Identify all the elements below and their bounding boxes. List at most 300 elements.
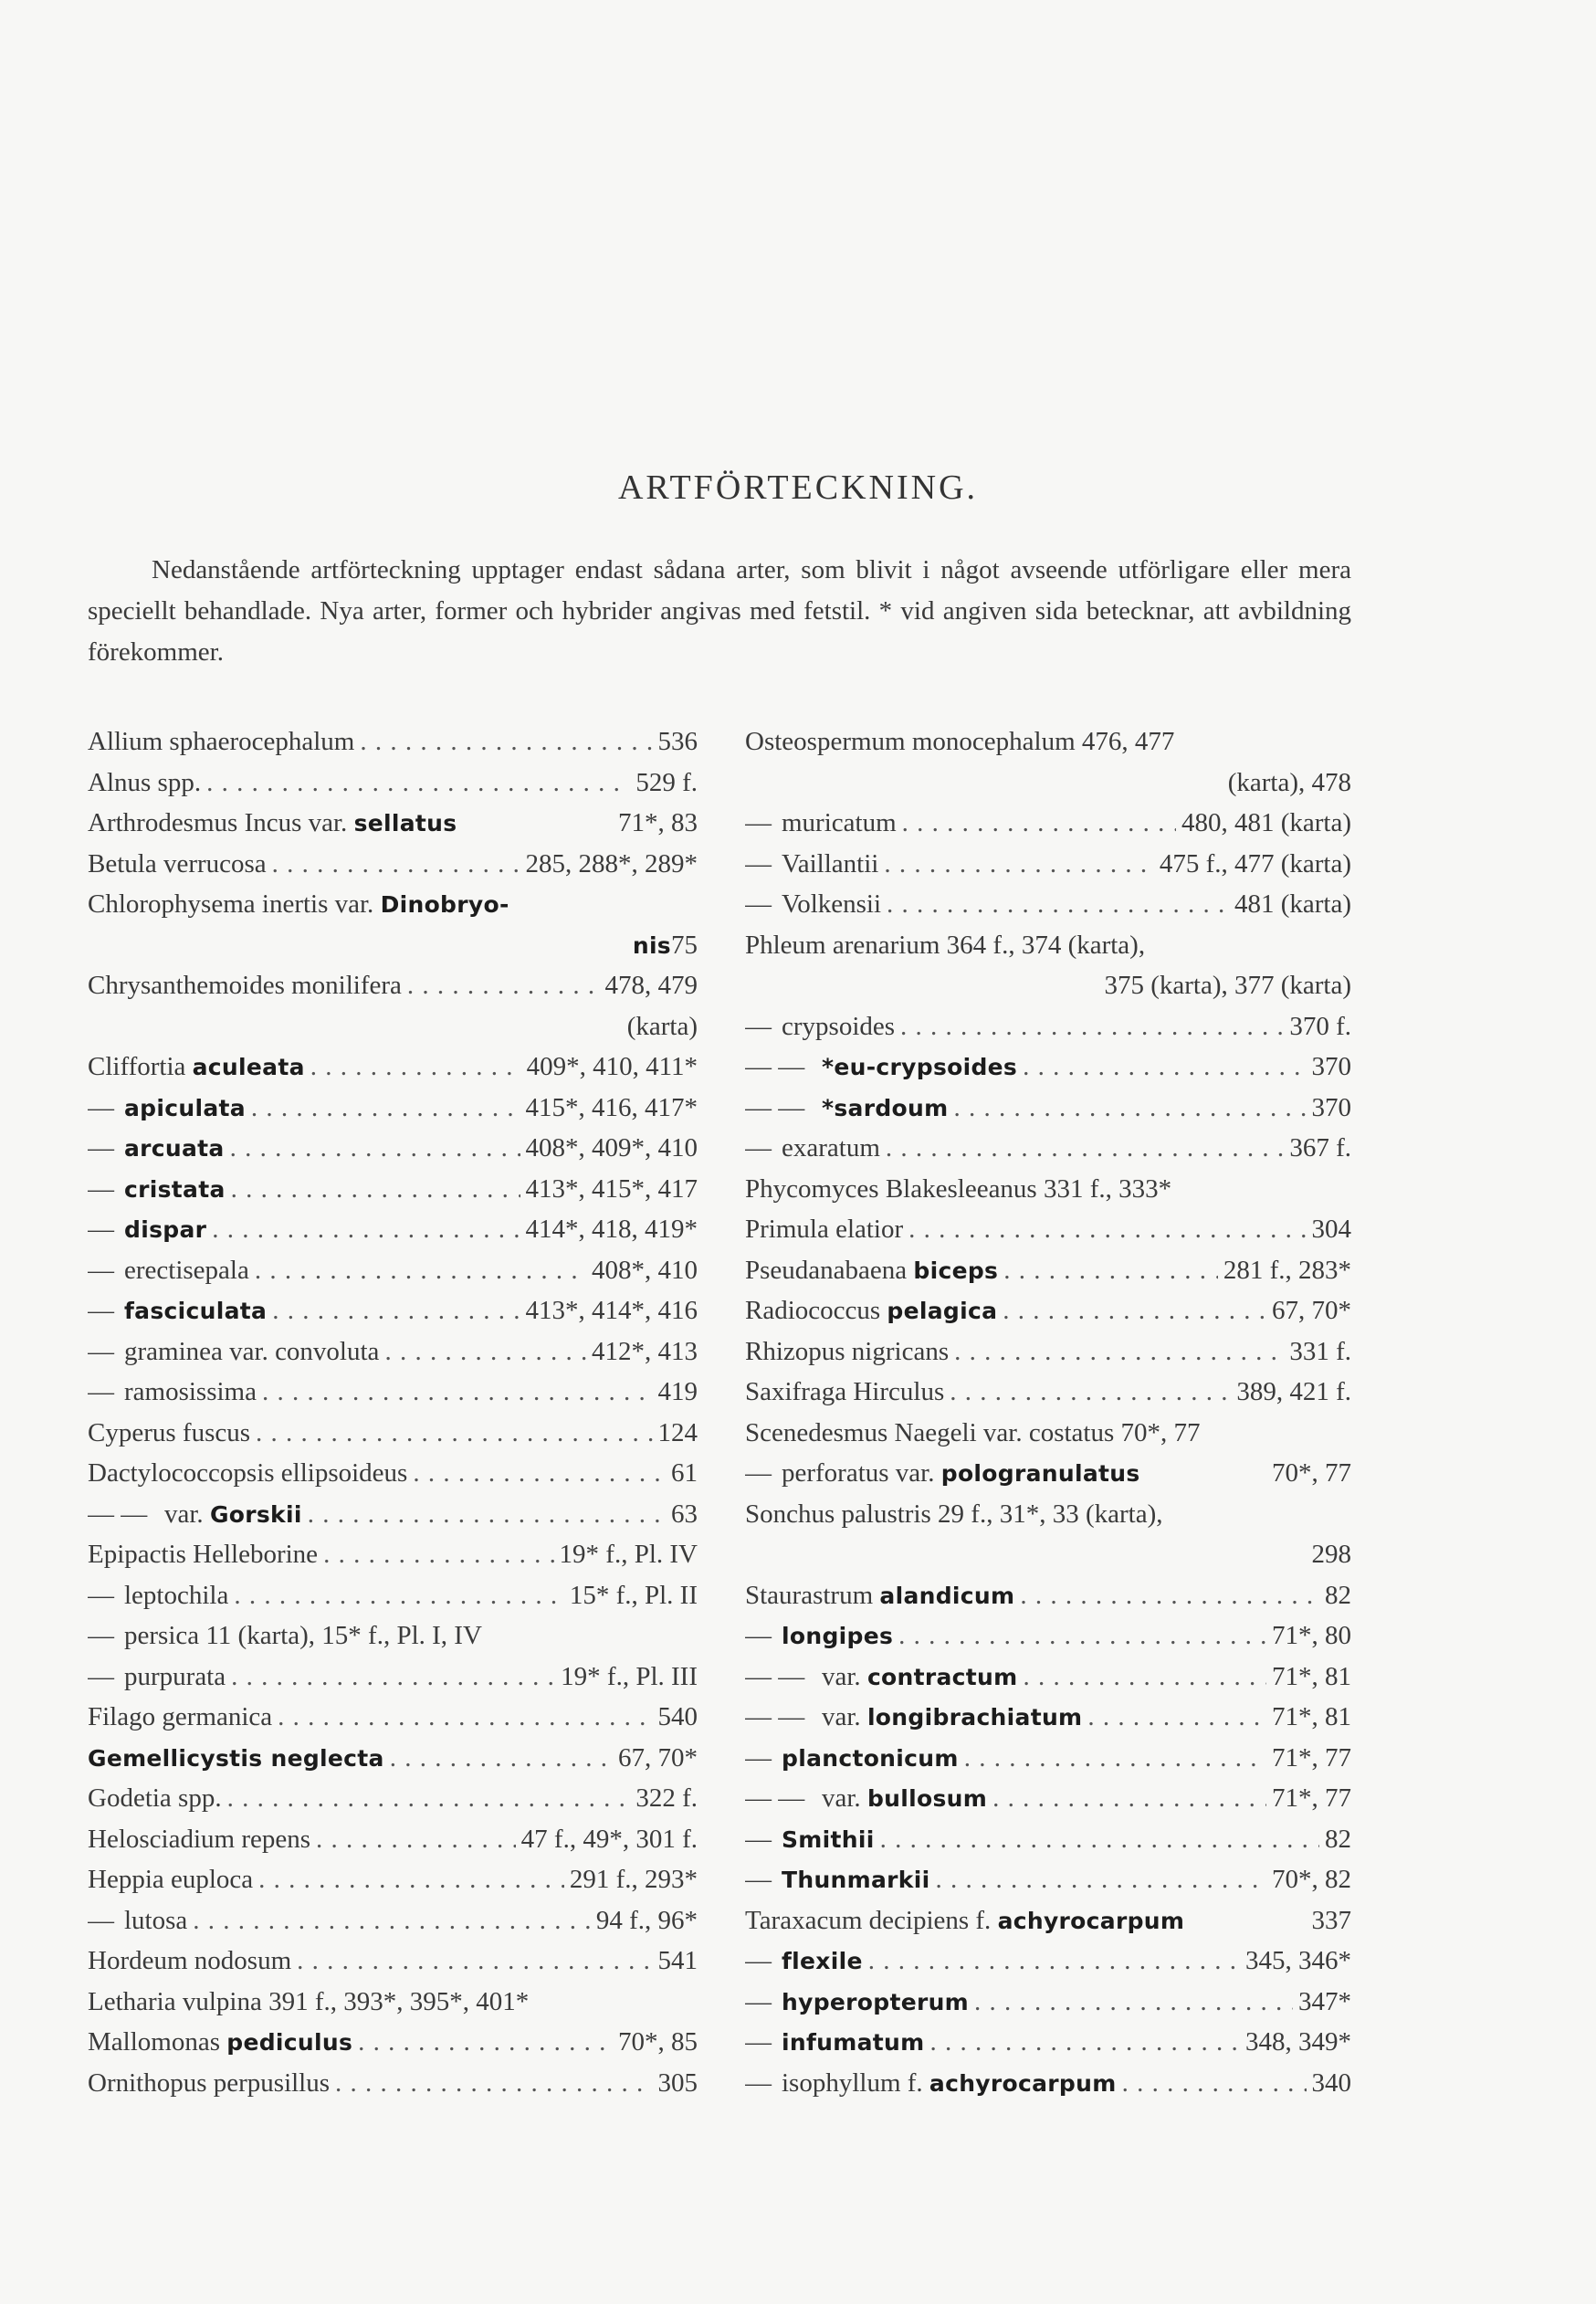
ditto-dash: — <box>88 1377 114 1406</box>
page-reference: 415*, 416, 417* <box>525 1092 698 1122</box>
page-reference: 322 f. <box>635 1783 698 1813</box>
page-reference: 348, 349* <box>1245 2027 1351 2057</box>
entry-name-text: var. <box>822 1661 867 1691</box>
entry-name-text: leptochila <box>124 1580 229 1610</box>
entry-name-text: lutosa <box>124 1905 188 1935</box>
index-entry <box>745 2022 1351 2063</box>
entry-name <box>745 1290 997 1331</box>
entry-name-text: purpurata <box>124 1661 226 1691</box>
entry-bold-name: *eu-crypsoides <box>822 1054 1018 1080</box>
index-entry <box>88 1534 698 1575</box>
dot-leader <box>950 1372 1231 1413</box>
entry-name <box>88 844 267 885</box>
dot-leader <box>258 1859 564 1900</box>
ditto-dash: — <box>745 1621 772 1650</box>
ditto-dash: — <box>88 1336 114 1366</box>
entry-name <box>88 1697 272 1738</box>
dot-leader <box>974 1982 1293 2023</box>
page-reference: 304 <box>1311 1215 1351 1244</box>
ditto-dash: — <box>88 1621 114 1650</box>
index-entry <box>88 1331 698 1373</box>
page-reference: 71*, 77 <box>1272 1783 1351 1813</box>
dot-leader <box>272 1290 520 1331</box>
entry-bold-name: aculeata <box>192 1054 305 1080</box>
dot-leader <box>251 1088 520 1129</box>
entry-bold-name: cristata <box>124 1175 226 1203</box>
entry-name <box>782 884 881 925</box>
dot-leader <box>900 1006 1284 1047</box>
entry-name <box>822 1047 1017 1088</box>
entry-bold-name: Gorskii <box>209 1500 302 1528</box>
index-entry <box>88 721 698 763</box>
dot-leader <box>868 1941 1240 1982</box>
entry-name <box>782 1819 875 1860</box>
ditto-dash: — <box>745 2067 772 2098</box>
entry-name-text: Helosciadium repens <box>88 1824 311 1854</box>
page-reference: 345, 346* <box>1245 1946 1351 1975</box>
ditto-dash: — <box>745 848 772 878</box>
ditto-dash: — — <box>88 1499 148 1529</box>
dot-leader <box>902 803 1176 844</box>
entry-name <box>88 721 354 763</box>
index-entry <box>745 1615 1351 1657</box>
entry-name-text: Dactylococcopsis ellipsoideus <box>88 1458 408 1488</box>
entry-name-text: Volkensii <box>782 889 882 919</box>
index-entry <box>88 1941 698 1982</box>
index-entry <box>88 1047 698 1088</box>
index-entry-continuation <box>745 763 1351 804</box>
page-reference: (karta), 478 <box>1227 767 1351 797</box>
dot-leader <box>308 1494 666 1535</box>
entry-name <box>745 1169 1171 1210</box>
index-entry <box>88 1615 698 1657</box>
entry-name <box>124 1209 206 1250</box>
ditto-dash: — <box>745 808 772 837</box>
dot-leader <box>323 1534 553 1575</box>
dot-leader <box>230 1128 520 1169</box>
dot-leader <box>1003 1290 1266 1331</box>
page-reference: 61 <box>671 1458 698 1488</box>
index-entry <box>745 1738 1351 1779</box>
page-reference: 370 <box>1311 1052 1351 1081</box>
entry-name-text: Sonchus palustris 29 f., 31*, 33 (karta), <box>745 1499 1163 1529</box>
page-reference: 540 <box>657 1702 698 1731</box>
index-entry <box>88 1088 698 1129</box>
index-entry <box>745 1697 1351 1738</box>
page-reference: 370 <box>1311 1092 1351 1122</box>
page-reference: 367 f. <box>1289 1133 1351 1163</box>
ditto-dash: — <box>745 1986 772 2016</box>
entry-name <box>822 1088 948 1129</box>
page-reference: 71*, 81 <box>1272 1661 1351 1691</box>
intro-paragraph <box>88 550 1351 673</box>
dot-leader <box>297 1941 652 1982</box>
dot-leader <box>1024 1657 1267 1698</box>
ditto-dash: — <box>745 1742 772 1773</box>
dot-leader <box>358 2022 613 2063</box>
index-column-right <box>745 721 1351 2103</box>
entry-name <box>745 1372 944 1413</box>
page-reference: 19* f., Pl. III <box>561 1661 698 1691</box>
page-reference: 70*, 82 <box>1272 1865 1351 1894</box>
entry-name <box>745 1331 949 1373</box>
index-entry <box>745 1047 1351 1088</box>
entry-name-text: persica 11 (karta), 15* f., Pl. I, IV <box>124 1621 482 1650</box>
entry-name-text: graminea var. convoluta <box>124 1336 380 1366</box>
entry-name <box>822 1657 1018 1698</box>
page-reference: 281 f., 283* <box>1223 1255 1351 1285</box>
index-entry <box>745 1494 1351 1535</box>
index-entry <box>745 1900 1351 1941</box>
entry-name-text: muricatum <box>782 808 897 837</box>
entry-name-text: Rhizopus nigricans <box>745 1336 950 1366</box>
page-reference: 408*, 409*, 410 <box>525 1133 698 1163</box>
entry-bold-name: *sardoum <box>822 1094 949 1121</box>
index-entry <box>88 1128 698 1169</box>
ditto-dash: — <box>88 1133 114 1163</box>
entry-bold-name: achyrocarpum <box>997 1907 1185 1934</box>
index-entry <box>745 1413 1351 1454</box>
index-entry <box>88 1372 698 1413</box>
dot-leader <box>992 1778 1266 1819</box>
page-reference: 82 <box>1325 1824 1351 1854</box>
entry-name <box>124 1088 246 1129</box>
ditto-dash: — — <box>745 1052 805 1081</box>
page-reference: 67, 70* <box>1272 1296 1351 1325</box>
entry-name <box>124 1900 187 1941</box>
dot-leader <box>316 1819 516 1860</box>
dot-leader <box>413 1453 666 1494</box>
index-entry-continuation <box>745 965 1351 1006</box>
index-entry <box>88 1819 698 1860</box>
page-reference: 331 f. <box>1289 1336 1351 1366</box>
entry-name-text: Cliffortia <box>88 1052 193 1081</box>
dot-leader <box>1122 2063 1307 2104</box>
index-entry <box>745 1209 1351 1250</box>
entry-name-text: Osteospermum monocephalum 476, 477 <box>745 727 1175 756</box>
ditto-dash: — — <box>745 1702 805 1731</box>
entry-name <box>822 1778 987 1819</box>
entry-name <box>782 1615 893 1657</box>
dot-leader <box>935 1859 1266 1900</box>
index-entry <box>88 1697 698 1738</box>
entry-name <box>88 1819 310 1860</box>
ditto-dash: — <box>88 1580 114 1610</box>
page-reference: 305 <box>657 2067 698 2098</box>
entry-name <box>88 1982 529 2023</box>
index-entry <box>88 1494 698 1535</box>
page-reference: 337 <box>1311 1905 1351 1935</box>
entry-bold-name: Dinobryo- <box>380 891 509 918</box>
index-entry <box>88 844 698 885</box>
index-entry <box>745 884 1351 925</box>
entry-name-text: var. <box>822 1702 867 1731</box>
entry-name-text: Scenedesmus Naegeli var. costatus 70*, 77 <box>745 1417 1201 1447</box>
entry-name-text: Allium sphaerocephalum <box>88 727 355 756</box>
page-reference: 340 <box>1311 2067 1351 2098</box>
entry-name <box>745 1209 903 1250</box>
entry-name <box>782 1982 969 2023</box>
index-entry <box>745 803 1351 844</box>
entry-name-text: Godetia spp. <box>88 1783 222 1813</box>
entry-name-text: Alnus spp. <box>88 767 202 797</box>
page-reference: 412*, 413 <box>592 1336 698 1366</box>
index-entry <box>745 1250 1351 1291</box>
entry-name-text: Hordeum nodosum <box>88 1946 292 1975</box>
entry-name <box>88 1047 305 1088</box>
entry-bold-name: longibrachiatum <box>866 1704 1083 1731</box>
dot-leader <box>256 1413 652 1454</box>
ditto-dash: — <box>745 1824 772 1854</box>
dot-leader <box>886 1128 1284 1169</box>
entry-name <box>745 1250 998 1291</box>
entry-bold-name: infumatum <box>782 2029 925 2056</box>
entry-name <box>782 1006 895 1047</box>
entry-bold-name: Gemellicystis neglecta <box>88 1744 384 1772</box>
dot-leader <box>231 1169 520 1210</box>
index-entry <box>745 1128 1351 1169</box>
dot-leader <box>407 965 600 1006</box>
ditto-dash: — <box>88 1296 114 1325</box>
dot-leader <box>193 1900 591 1941</box>
entry-name-text: Heppia euploca <box>88 1865 254 1894</box>
page-reference: 409*, 410, 411* <box>526 1052 698 1081</box>
page-reference: 291 f., 293* <box>569 1865 698 1894</box>
index-entry <box>745 721 1351 763</box>
index-entry <box>745 1372 1351 1413</box>
entry-name <box>745 1575 1014 1616</box>
entry-name <box>782 1128 880 1169</box>
dot-leader <box>1087 1697 1266 1738</box>
dot-leader <box>335 2063 652 2104</box>
entry-bold-name: dispar <box>124 1216 207 1243</box>
entry-name <box>88 1453 407 1494</box>
dot-leader <box>310 1047 521 1088</box>
page-reference: 480, 481 (karta) <box>1181 808 1351 837</box>
entry-name-text: Taraxacum decipiens f. <box>745 1905 998 1935</box>
entry-name <box>782 1453 1140 1494</box>
ditto-dash: — <box>745 2027 772 2057</box>
page-reference: 82 <box>1325 1580 1351 1610</box>
entry-name-text: Staurastrum <box>745 1580 880 1610</box>
dot-leader <box>231 1657 555 1698</box>
entry-name-text: Cyperus fuscus <box>88 1417 251 1447</box>
entry-name <box>782 803 897 844</box>
ditto-dash: — <box>745 1946 772 1975</box>
dot-leader <box>278 1697 652 1738</box>
ditto-dash: — <box>745 889 772 919</box>
ditto-dash: — — <box>745 1783 805 1813</box>
index-entry <box>745 1169 1351 1210</box>
entry-name-text: Chlorophysema inertis var. <box>88 889 381 919</box>
page-reference: 375 (karta), 377 (karta) <box>1104 971 1351 1000</box>
entry-name-text: Saxifraga Hirculus <box>745 1377 945 1406</box>
entry-name <box>88 1534 318 1575</box>
entry-name <box>88 2022 352 2063</box>
ditto-dash: — <box>745 1458 772 1488</box>
entry-name <box>88 884 509 925</box>
dot-leader <box>1003 1250 1218 1291</box>
ditto-dash: — <box>745 1865 772 1894</box>
entry-name-text: Arthrodesmus Incus var. <box>88 808 354 837</box>
entry-name-text: crypsoides <box>782 1011 896 1041</box>
entry-name-text: Letharia vulpina 391 f., 393*, 395*, 401* <box>88 1986 530 2016</box>
entry-name-text: var. <box>822 1783 867 1813</box>
page-reference: 63 <box>671 1499 698 1529</box>
index-entry <box>88 1575 698 1616</box>
entry-name-text: Betula verrucosa <box>88 848 267 878</box>
entry-name <box>124 1575 228 1616</box>
index-entry-continuation <box>88 925 698 966</box>
page-reference: 19* f., Pl. IV <box>559 1540 698 1569</box>
dot-leader <box>227 1778 631 1819</box>
index-entry <box>745 844 1351 885</box>
entry-bold-name: longipes <box>782 1623 894 1649</box>
entry-name <box>745 1413 1201 1454</box>
dot-leader <box>953 1088 1306 1129</box>
entry-name-text: var. <box>164 1499 210 1529</box>
intro-text: Nedanstående artförteckning upptager endast sådana arter, som blivit i något avseende utförligare eller mera speciellt behandlade. Nya arter, former och hybrider angivas med fetstil. * vid angiven sida betecknar, att avbildning förekommer. <box>88 555 1351 667</box>
entry-name-text: Vaillantii <box>782 848 879 878</box>
dot-leader <box>262 1372 653 1413</box>
dot-leader <box>880 1819 1319 1860</box>
page-reference: 47 f., 49*, 301 f. <box>520 1824 698 1854</box>
index-column-left <box>88 721 698 2103</box>
entry-name-text: Phycomyces Blakesleeanus 331 f., 333* <box>745 1173 1172 1204</box>
entry-name <box>88 803 457 844</box>
entry-bold-name: fasciculata <box>124 1298 268 1324</box>
entry-bold-name: hyperopterum <box>782 1988 970 2015</box>
entry-name <box>124 1128 225 1169</box>
index-entry <box>745 1006 1351 1047</box>
index-entry <box>88 1209 698 1250</box>
entry-bold-name: sellatus <box>353 810 457 836</box>
index-entry <box>745 1575 1351 1616</box>
index-entry <box>88 1900 698 1941</box>
dot-leader <box>272 844 520 885</box>
index-entry <box>88 1657 698 1698</box>
index-entry-continuation <box>745 1534 1351 1575</box>
index-entry <box>745 1331 1351 1373</box>
entry-name <box>88 965 402 1006</box>
page-reference: 419 <box>657 1377 698 1406</box>
page-reference: 475 f., 477 (karta) <box>1159 848 1351 878</box>
page-title: ARTFÖRTECKNING. <box>617 468 979 507</box>
page-reference: 298 <box>1311 1540 1351 1569</box>
index-entry <box>745 1941 1351 1982</box>
entry-name <box>164 1494 302 1535</box>
entry-name <box>782 1738 959 1779</box>
entry-name <box>782 1859 929 1900</box>
index-entry <box>745 1819 1351 1860</box>
entry-name <box>782 1941 863 1982</box>
entry-name <box>88 1859 253 1900</box>
entry-bold-name: arcuata <box>124 1135 225 1162</box>
entry-name <box>124 1290 267 1331</box>
entry-bold-name: apiculata <box>124 1094 246 1121</box>
ditto-dash: — <box>745 1011 772 1041</box>
index-entry <box>745 1657 1351 1698</box>
index-entry <box>88 1290 698 1331</box>
entry-name <box>745 925 1145 966</box>
entry-bold-name: contractum <box>866 1663 1018 1690</box>
page-reference: 67, 70* <box>618 1742 698 1773</box>
page-reference: 529 f. <box>635 767 698 797</box>
entry-name <box>124 1657 226 1698</box>
entry-bold-name: planctonicum <box>782 1744 959 1772</box>
page-reference: 478, 479 <box>604 971 698 1000</box>
index-entry <box>745 925 1351 966</box>
dot-leader <box>384 1331 586 1373</box>
ditto-dash: — <box>88 1173 114 1204</box>
page-reference: 536 <box>657 727 698 756</box>
page-reference: 389, 421 f. <box>1236 1377 1351 1406</box>
page-reference: 347* <box>1298 1986 1351 2016</box>
entry-name-text: Filago germanica <box>88 1702 273 1731</box>
dot-leader <box>255 1250 586 1291</box>
page-reference: 71*, 77 <box>1272 1742 1351 1773</box>
page-reference: 71*, 83 <box>618 808 698 837</box>
page-reference: 71*, 80 <box>1272 1621 1351 1650</box>
entry-name <box>745 1494 1163 1535</box>
index-entry <box>745 1778 1351 1819</box>
page-reference: 481 (karta) <box>1234 889 1351 919</box>
entry-name <box>745 721 1174 763</box>
dot-leader <box>898 1615 1266 1657</box>
index-entry <box>88 2063 698 2104</box>
entry-name <box>822 1697 1082 1738</box>
page-reference: 75 <box>671 930 698 960</box>
index-entry <box>88 884 698 925</box>
index-entry <box>88 1982 698 2023</box>
entry-bold-name: Thunmarkii <box>782 1867 930 1893</box>
index-entry <box>88 2022 698 2063</box>
index-entry <box>88 763 698 804</box>
dot-leader <box>206 763 630 804</box>
dot-leader <box>390 1738 613 1779</box>
entry-name-text: Phleum arenarium 364 f., 374 (karta), <box>745 930 1146 960</box>
page-reference: 70*, 85 <box>618 2027 698 2057</box>
page-reference: 15* f., Pl. II <box>569 1580 698 1610</box>
entry-name <box>124 1331 379 1373</box>
index-entry <box>745 1982 1351 2023</box>
entry-name <box>633 925 671 966</box>
entry-name <box>88 763 201 804</box>
dot-leader <box>908 1209 1306 1250</box>
dot-leader <box>1023 1047 1306 1088</box>
index-entry <box>745 1290 1351 1331</box>
entry-bold-name: biceps <box>913 1257 999 1284</box>
entry-name-text: isophyllum f. <box>782 2067 929 2098</box>
index-entry <box>745 1088 1351 1129</box>
index-entry <box>88 1413 698 1454</box>
page-reference: 70*, 77 <box>1272 1458 1351 1488</box>
entry-name-text: Mallomonas <box>88 2027 227 2057</box>
entry-bold-name: alandicum <box>879 1582 1015 1609</box>
page-reference: 413*, 414*, 416 <box>525 1296 698 1325</box>
ditto-dash: — <box>88 1255 114 1285</box>
entry-name-text: ramosissima <box>124 1377 257 1406</box>
index-entry <box>745 1859 1351 1900</box>
ditto-dash: — <box>88 1092 114 1122</box>
ditto-dash: — — <box>745 1092 805 1122</box>
ditto-dash: — <box>88 1215 114 1244</box>
entry-name-text: erectisepala <box>124 1255 249 1285</box>
entry-name <box>124 1372 257 1413</box>
index-entry <box>88 803 698 844</box>
dot-leader <box>887 884 1229 925</box>
ditto-dash: — <box>88 1661 114 1691</box>
